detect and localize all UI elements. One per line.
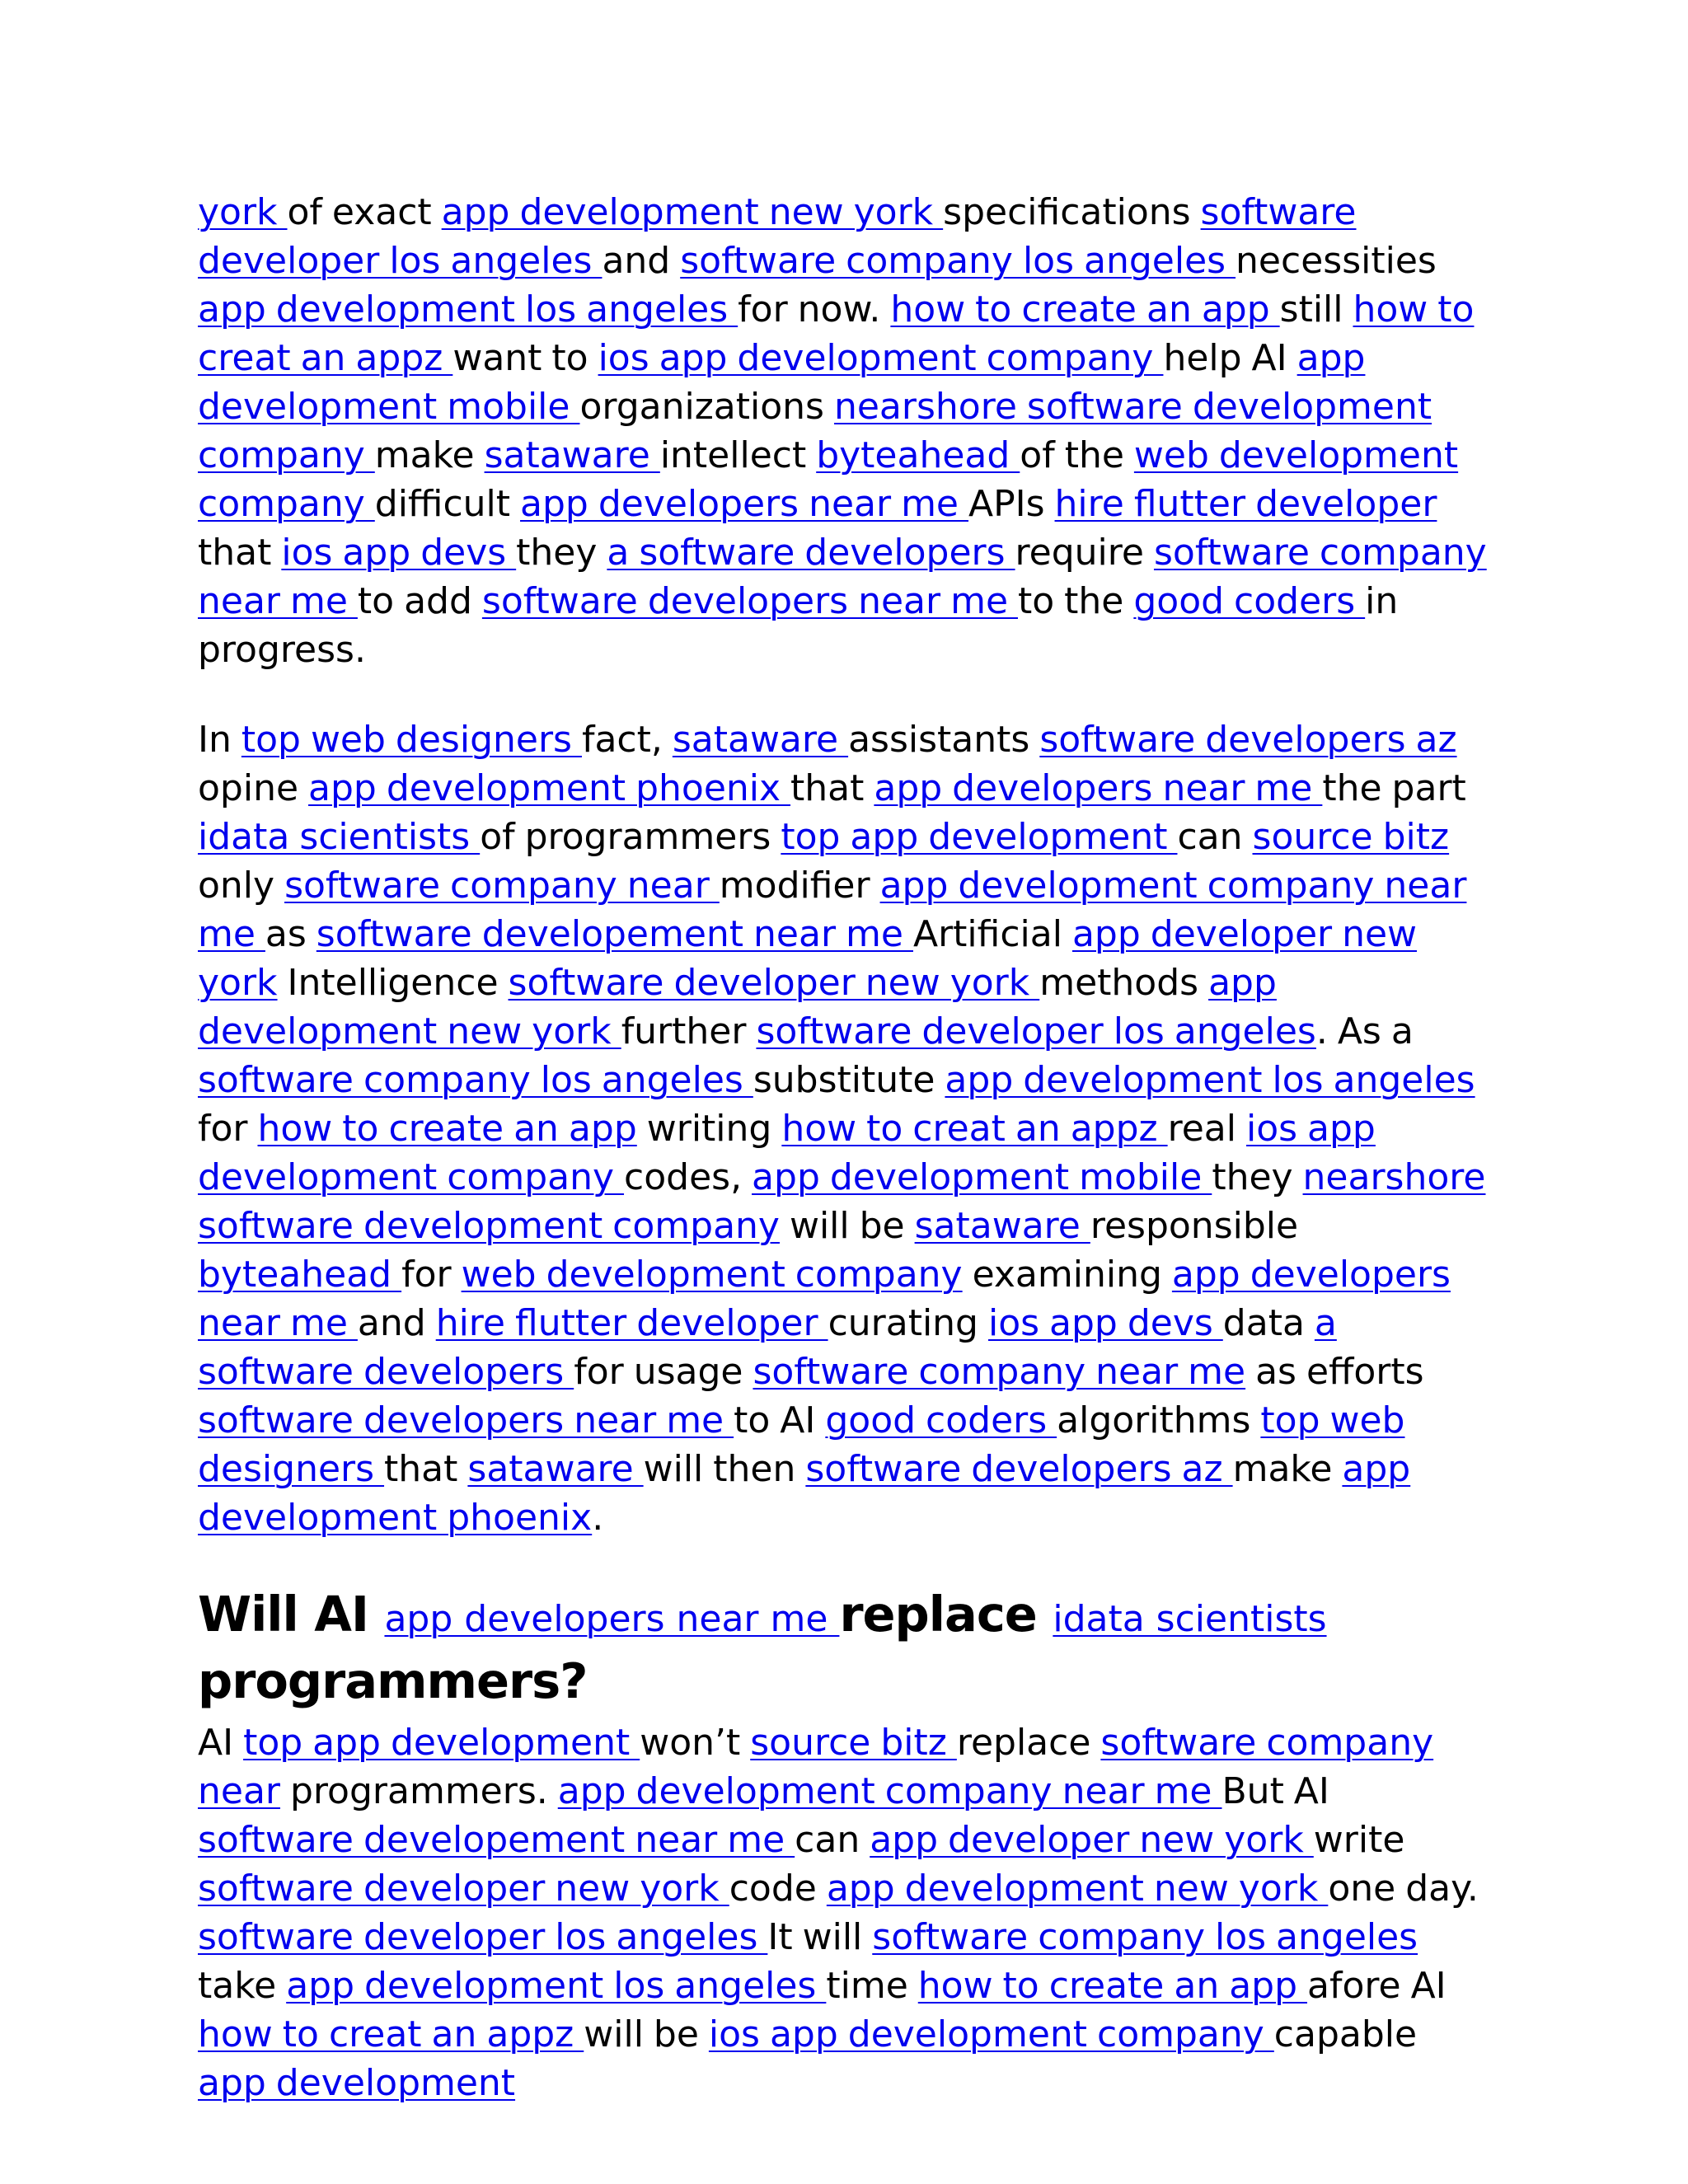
text-run: writing bbox=[636, 1108, 782, 1150]
text-run: they bbox=[516, 532, 607, 574]
inline-link[interactable]: top app development bbox=[781, 816, 1178, 858]
inline-link[interactable]: a software developers bbox=[198, 1302, 1337, 1393]
inline-link[interactable]: how to creat an appz bbox=[198, 2013, 584, 2055]
text-run: the part bbox=[1322, 767, 1466, 809]
text-run: Will AI bbox=[198, 1586, 385, 1643]
inline-link[interactable]: hire flutter developer bbox=[435, 1302, 828, 1344]
text-run: But AI bbox=[1221, 1770, 1329, 1812]
text-run: . bbox=[592, 1497, 604, 1539]
inline-link[interactable]: byteahead bbox=[198, 1254, 402, 1296]
text-run: make bbox=[1232, 1448, 1343, 1490]
text-run: for now. bbox=[738, 288, 891, 330]
text-run: that bbox=[790, 767, 874, 809]
inline-link[interactable]: how to creat an appz bbox=[198, 288, 1475, 379]
text-run: Intelligence bbox=[277, 962, 509, 1004]
section-heading bbox=[198, 1583, 1492, 1712]
text-run: of the bbox=[1020, 434, 1134, 476]
inline-link[interactable]: software developer los angeles bbox=[756, 1010, 1316, 1052]
text-run: in progress. bbox=[198, 580, 1399, 671]
inline-link[interactable]: source bitz bbox=[1252, 816, 1450, 858]
inline-link[interactable]: software company near me bbox=[198, 532, 1487, 622]
inline-link[interactable]: app development bbox=[198, 2062, 516, 2104]
body-paragraph-1 bbox=[198, 188, 1492, 674]
inline-link[interactable]: nearshore software development company bbox=[198, 1156, 1486, 1247]
inline-link[interactable]: web development company bbox=[198, 434, 1459, 525]
text-run: to add bbox=[357, 580, 482, 622]
inline-link[interactable]: software developer los angeles bbox=[198, 1916, 768, 1958]
inline-link[interactable]: app development new york bbox=[441, 191, 944, 233]
text-run: will be bbox=[779, 1205, 915, 1247]
inline-link[interactable]: app development mobile bbox=[198, 337, 1366, 428]
inline-link[interactable]: how to create an app bbox=[917, 1965, 1308, 2007]
text-run: programmers. bbox=[280, 1770, 558, 1812]
inline-link[interactable]: how to create an app bbox=[890, 288, 1280, 330]
text-run: further bbox=[621, 1010, 757, 1052]
inline-link[interactable]: sataware bbox=[672, 719, 849, 761]
inline-link[interactable]: good coders bbox=[825, 1399, 1057, 1441]
text-run: specifications bbox=[943, 191, 1201, 233]
text-run: examining bbox=[962, 1254, 1172, 1296]
text-run: replace bbox=[839, 1586, 1053, 1643]
text-run: of exact bbox=[287, 191, 442, 233]
inline-link[interactable]: sataware bbox=[484, 434, 660, 476]
text-run: can bbox=[795, 1819, 870, 1861]
document-page bbox=[198, 188, 1492, 2149]
text-run: time bbox=[826, 1965, 918, 2007]
inline-link[interactable]: app developer new york bbox=[870, 1819, 1314, 1861]
text-run: that bbox=[384, 1448, 468, 1490]
inline-link[interactable]: software company los angeles bbox=[198, 1059, 753, 1101]
text-run: take bbox=[198, 1965, 287, 2007]
text-run: of programmers bbox=[480, 816, 781, 858]
inline-link[interactable]: app developers near me bbox=[198, 1254, 1451, 1344]
text-run: codes, bbox=[624, 1156, 753, 1198]
text-run: help AI bbox=[1163, 337, 1297, 379]
inline-link[interactable]: software company near bbox=[284, 865, 720, 907]
text-run: modifier bbox=[719, 865, 880, 907]
text-run: AI bbox=[198, 1722, 244, 1764]
text-run: data bbox=[1222, 1302, 1315, 1344]
text-run: to AI bbox=[734, 1399, 826, 1441]
text-run: and bbox=[602, 240, 681, 282]
inline-link[interactable]: web development company bbox=[461, 1254, 963, 1296]
text-run: for usage bbox=[574, 1351, 753, 1393]
inline-link[interactable]: ios app devs bbox=[281, 532, 517, 574]
inline-link[interactable]: app development mobile bbox=[752, 1156, 1212, 1198]
text-run: want to bbox=[452, 337, 598, 379]
inline-link[interactable]: app developer new york bbox=[198, 913, 1418, 1004]
inline-link[interactable]: software company los angeles bbox=[872, 1916, 1418, 1958]
inline-link[interactable]: software company los angeles bbox=[680, 240, 1236, 282]
inline-link[interactable]: app development company near me bbox=[198, 865, 1467, 955]
text-run: and bbox=[357, 1302, 436, 1344]
inline-link[interactable]: app development los angeles bbox=[198, 288, 738, 330]
inline-link[interactable]: ios app development company bbox=[708, 2013, 1274, 2055]
inline-link[interactable]: how to creat an appz bbox=[781, 1108, 1168, 1150]
text-run: methods bbox=[1039, 962, 1209, 1004]
inline-link[interactable]: sataware bbox=[914, 1205, 1090, 1247]
text-run: necessities bbox=[1236, 240, 1437, 282]
body-paragraph-3 bbox=[198, 1718, 1492, 2107]
text-run: Artificial bbox=[912, 913, 1072, 955]
inline-link[interactable]: idata scientists bbox=[198, 816, 481, 858]
inline-link[interactable]: top web designers bbox=[198, 1399, 1405, 1490]
text-run: replace bbox=[956, 1722, 1101, 1764]
text-run: In bbox=[198, 719, 241, 761]
text-run: organizations bbox=[579, 386, 834, 428]
inline-link[interactable]: software company near me bbox=[753, 1351, 1246, 1393]
text-run: difficult bbox=[374, 483, 521, 525]
text-run: write bbox=[1313, 1819, 1405, 1861]
text-run: one day. bbox=[1328, 1868, 1479, 1910]
text-run: It will bbox=[767, 1916, 873, 1958]
text-run: they bbox=[1212, 1156, 1303, 1198]
inline-link[interactable]: hire flutter developer bbox=[1054, 483, 1437, 525]
inline-link[interactable]: app development new york bbox=[198, 962, 1277, 1052]
text-run: still bbox=[1279, 288, 1353, 330]
inline-link[interactable]: app developers near me bbox=[874, 767, 1323, 809]
inline-link[interactable]: sataware bbox=[467, 1448, 644, 1490]
text-run: to the bbox=[1018, 580, 1134, 622]
text-run: as efforts bbox=[1245, 1351, 1424, 1393]
inline-link[interactable]: app development company near me bbox=[557, 1770, 1222, 1812]
text-run: substitute bbox=[753, 1059, 945, 1101]
text-run: will then bbox=[643, 1448, 806, 1490]
inline-link[interactable]: software developers near me bbox=[198, 1399, 734, 1441]
inline-link[interactable]: how to create an app bbox=[257, 1108, 637, 1150]
inline-link[interactable]: good coders bbox=[1133, 580, 1366, 622]
text-run: APIs bbox=[968, 483, 1055, 525]
text-run: programmers? bbox=[198, 1652, 588, 1709]
inline-link[interactable]: app developers near me bbox=[520, 483, 968, 525]
inline-link[interactable]: software developers az bbox=[805, 1448, 1233, 1490]
text-run: intellect bbox=[659, 434, 817, 476]
inline-link[interactable]: software company near bbox=[198, 1722, 1434, 1812]
inline-link[interactable]: ios app devs bbox=[987, 1302, 1223, 1344]
inline-link[interactable]: nearshore software development company bbox=[198, 386, 1432, 476]
inline-link[interactable]: software developement near me bbox=[198, 1819, 795, 1861]
inline-link[interactable]: source bitz bbox=[750, 1722, 957, 1764]
text-run: require bbox=[1015, 532, 1154, 574]
text-run: . As a bbox=[1315, 1010, 1414, 1052]
text-run: as bbox=[265, 913, 316, 955]
text-run: capable bbox=[1273, 2013, 1418, 2055]
text-run: only bbox=[198, 865, 285, 907]
inline-link[interactable]: ios app development company bbox=[598, 337, 1164, 379]
inline-link[interactable]: idata scientists bbox=[1053, 1598, 1327, 1640]
text-run: won’t bbox=[640, 1722, 751, 1764]
text-run: that bbox=[198, 532, 282, 574]
inline-link[interactable]: a software developers bbox=[607, 532, 1015, 574]
inline-link[interactable]: top web designers bbox=[241, 719, 582, 761]
text-run: for bbox=[198, 1108, 258, 1150]
text-run: will be bbox=[584, 2013, 709, 2055]
inline-link[interactable]: app development los angeles bbox=[945, 1059, 1475, 1101]
inline-link[interactable]: app development phoenix bbox=[308, 767, 791, 809]
text-run: for bbox=[401, 1254, 462, 1296]
text-run: responsible bbox=[1090, 1205, 1299, 1247]
inline-link[interactable]: software developer new york bbox=[198, 1868, 729, 1910]
body-paragraph-2 bbox=[198, 715, 1492, 1542]
text-run: fact, bbox=[581, 719, 673, 761]
inline-link[interactable]: software developer los angeles bbox=[198, 191, 1357, 282]
inline-link[interactable]: byteahead bbox=[816, 434, 1020, 476]
inline-link[interactable]: software developer new york bbox=[508, 962, 1040, 1004]
inline-link[interactable]: software developement near me bbox=[316, 913, 913, 955]
text-run: code bbox=[729, 1868, 827, 1910]
inline-link[interactable]: top app development bbox=[243, 1722, 640, 1764]
inline-link[interactable]: app development new york bbox=[826, 1868, 1329, 1910]
text-run: can bbox=[1177, 816, 1253, 858]
text-run: afore AI bbox=[1307, 1965, 1447, 2007]
inline-link[interactable]: software developers near me bbox=[481, 580, 1018, 622]
inline-link[interactable]: ios app development company bbox=[198, 1108, 1376, 1198]
inline-link[interactable]: york bbox=[198, 191, 288, 233]
inline-link[interactable]: app development phoenix bbox=[198, 1448, 1411, 1539]
text-run: make bbox=[374, 434, 485, 476]
text-run: assistants bbox=[848, 719, 1040, 761]
text-run: curating bbox=[828, 1302, 988, 1344]
inline-link[interactable]: app development los angeles bbox=[286, 1965, 827, 2007]
text-run: algorithms bbox=[1057, 1399, 1261, 1441]
inline-link[interactable]: app developers near me bbox=[384, 1598, 840, 1640]
text-run: real bbox=[1167, 1108, 1246, 1150]
text-run: opine bbox=[198, 767, 309, 809]
inline-link[interactable]: software developers az bbox=[1039, 719, 1457, 761]
